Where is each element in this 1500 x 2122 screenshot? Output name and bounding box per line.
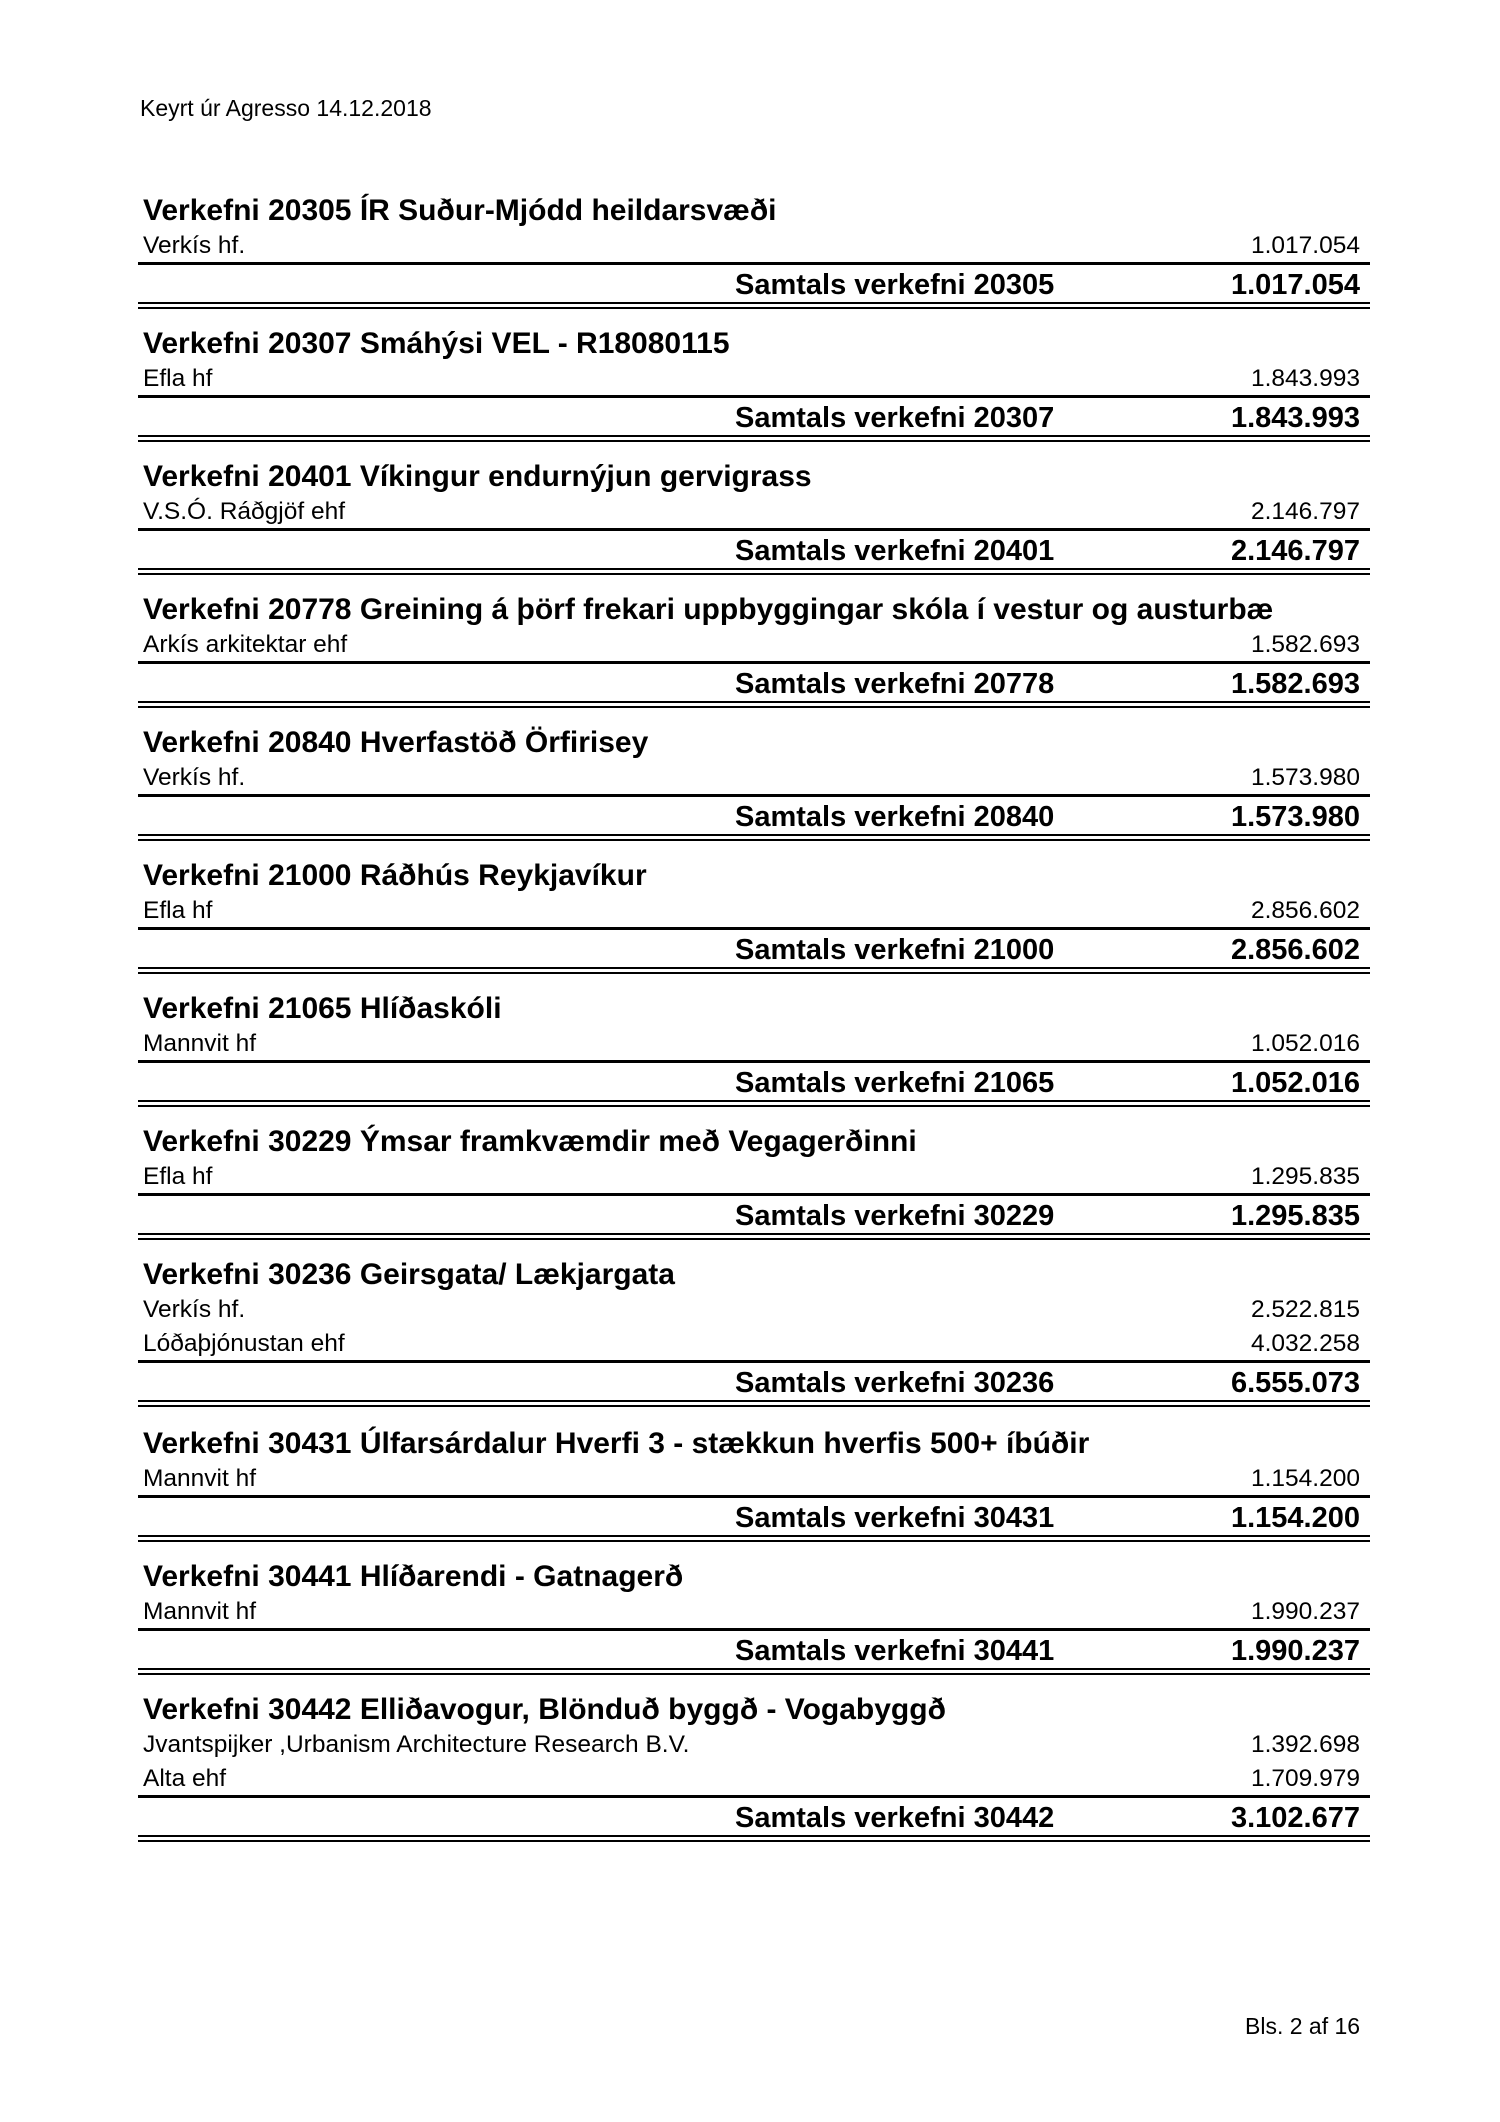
- cost-line: [138, 228, 1370, 265]
- vendor-name: Efla hf: [143, 897, 213, 924]
- total-amount: 1.582.693: [1230, 668, 1360, 700]
- total-label: Samtals verkefni 20778: [735, 668, 1055, 700]
- cost-line: [138, 1292, 1370, 1326]
- line-amount: 1.709.979: [1251, 1765, 1360, 1792]
- total-amount: 1.843.993: [1230, 402, 1360, 434]
- line-amount: 2.856.602: [1251, 897, 1360, 924]
- project-total-row: [138, 797, 1370, 841]
- total-amount: 1.154.200: [1230, 1502, 1360, 1534]
- project-total-row: [138, 664, 1370, 708]
- total-label: Samtals verkefni 30441: [735, 1635, 1055, 1667]
- project-total-row: [138, 1798, 1370, 1842]
- vendor-name: Verkís hf.: [143, 1296, 246, 1323]
- cost-line: [138, 627, 1370, 664]
- project-title: Verkefni 30236 Geirsgata/ Lækjargata: [143, 1258, 675, 1291]
- project-section: [138, 325, 1370, 458]
- project-total-row: [138, 930, 1370, 974]
- line-amount: 1.295.835: [1251, 1163, 1360, 1190]
- line-amount: 1.843.993: [1251, 365, 1360, 392]
- vendor-name: Mannvit hf: [143, 1598, 257, 1625]
- line-amount: 1.154.200: [1251, 1465, 1360, 1492]
- project-total-row: [138, 1631, 1370, 1675]
- project-section: [138, 591, 1370, 724]
- total-label: Samtals verkefni 20305: [735, 269, 1055, 301]
- total-label: Samtals verkefni 30431: [735, 1502, 1055, 1534]
- vendor-name: Alta ehf: [143, 1765, 227, 1792]
- cost-line: [138, 1026, 1370, 1063]
- project-section: [138, 1691, 1370, 1834]
- vendor-name: Lóðaþjónustan ehf: [143, 1330, 345, 1357]
- cost-line: [138, 1159, 1370, 1196]
- total-amount: 1.017.054: [1230, 269, 1360, 301]
- project-total-row: [138, 1196, 1370, 1240]
- line-amount: 1.017.054: [1251, 232, 1360, 259]
- total-label: Samtals verkefni 20840: [735, 801, 1055, 833]
- vendor-name: Mannvit hf: [143, 1465, 257, 1492]
- project-title: Verkefni 21065 Hlíðaskóli: [143, 992, 502, 1025]
- cost-line: [138, 361, 1370, 398]
- project-title: Verkefni 20401 Víkingur endurnýjun gervigrass: [143, 460, 812, 493]
- project-title: Verkefni 30442 Elliðavogur, Blönduð byggð - Vogabyggð: [143, 1693, 946, 1726]
- project-title: Verkefni 21000 Ráðhús Reykjavíkur: [143, 859, 647, 892]
- line-amount: 2.522.815: [1251, 1296, 1360, 1323]
- project-total-row: [138, 265, 1370, 309]
- total-amount: 3.102.677: [1230, 1802, 1360, 1834]
- project-section: [138, 990, 1370, 1123]
- cost-line: [138, 1761, 1370, 1798]
- run-info-header: Keyrt úr Agresso 14.12.2018: [140, 95, 432, 121]
- project-title: Verkefni 30229 Ýmsar framkvæmdir með Vegagerðinni: [143, 1125, 917, 1158]
- project-section: [138, 857, 1370, 990]
- project-section: [138, 1256, 1370, 1425]
- cost-line: [138, 1326, 1370, 1363]
- vendor-name: Arkís arkitektar ehf: [143, 631, 348, 658]
- total-amount: 2.856.602: [1230, 934, 1360, 966]
- total-amount: 1.052.016: [1230, 1067, 1360, 1099]
- project-title: Verkefni 30431 Úlfarsárdalur Hverfi 3 - stækkun hverfis 500+ íbúðir: [143, 1427, 1090, 1460]
- line-amount: 1.052.016: [1251, 1030, 1360, 1057]
- total-label: Samtals verkefni 20307: [735, 402, 1055, 434]
- line-amount: 2.146.797: [1251, 498, 1360, 525]
- total-amount: 6.555.073: [1230, 1367, 1360, 1399]
- line-amount: 1.573.980: [1251, 764, 1360, 791]
- project-section: [138, 1123, 1370, 1256]
- project-list: [138, 192, 1370, 1834]
- cost-line: [138, 760, 1370, 797]
- vendor-name: Verkís hf.: [143, 764, 246, 791]
- line-amount: 1.582.693: [1251, 631, 1360, 658]
- cost-line: [138, 1727, 1370, 1761]
- project-section: [138, 724, 1370, 857]
- total-label: Samtals verkefni 30442: [735, 1802, 1055, 1834]
- total-amount: 1.990.237: [1230, 1635, 1360, 1667]
- project-section: [138, 458, 1370, 591]
- vendor-name: Jvantspijker ,Urbanism Architecture Research B.V.: [143, 1731, 690, 1758]
- project-title: Verkefni 20307 Smáhýsi VEL - R18080115: [143, 327, 730, 360]
- project-title: Verkefni 20840 Hverfastöð Örfirisey: [143, 726, 649, 759]
- project-total-row: [138, 1498, 1370, 1542]
- project-title: Verkefni 20305 ÍR Suður-Mjódd heildarsvæði: [143, 194, 777, 227]
- cost-line: [138, 1461, 1370, 1498]
- vendor-name: Efla hf: [143, 1163, 213, 1190]
- cost-line: [138, 1594, 1370, 1631]
- project-total-row: [138, 398, 1370, 442]
- vendor-name: V.S.Ó. Ráðgjöf ehf: [143, 498, 346, 525]
- total-amount: 2.146.797: [1230, 535, 1360, 567]
- vendor-name: Verkís hf.: [143, 232, 246, 259]
- project-section: [138, 1558, 1370, 1691]
- total-label: Samtals verkefni 20401: [735, 535, 1055, 567]
- project-title: Verkefni 20778 Greining á þörf frekari uppbyggingar skóla í vestur og austurbæ: [143, 593, 1274, 626]
- project-section: [138, 1425, 1370, 1558]
- line-amount: 1.392.698: [1251, 1731, 1360, 1758]
- project-total-row: [138, 1363, 1370, 1407]
- total-label: Samtals verkefni 30236: [735, 1367, 1055, 1399]
- total-amount: 1.295.835: [1230, 1200, 1360, 1232]
- total-label: Samtals verkefni 21000: [735, 934, 1055, 966]
- project-section: [138, 192, 1370, 325]
- vendor-name: Efla hf: [143, 365, 213, 392]
- cost-line: [138, 494, 1370, 531]
- project-title: Verkefni 30441 Hlíðarendi - Gatnagerð: [143, 1560, 684, 1593]
- page-number: Bls. 2 af 16: [1245, 2013, 1361, 2039]
- vendor-name: Mannvit hf: [143, 1030, 257, 1057]
- total-label: Samtals verkefni 21065: [735, 1067, 1055, 1099]
- line-amount: 1.990.237: [1251, 1598, 1360, 1625]
- total-label: Samtals verkefni 30229: [735, 1200, 1055, 1232]
- project-total-row: [138, 1063, 1370, 1107]
- line-amount: 4.032.258: [1251, 1330, 1360, 1357]
- total-amount: 1.573.980: [1230, 801, 1360, 833]
- project-total-row: [138, 531, 1370, 575]
- cost-line: [138, 893, 1370, 930]
